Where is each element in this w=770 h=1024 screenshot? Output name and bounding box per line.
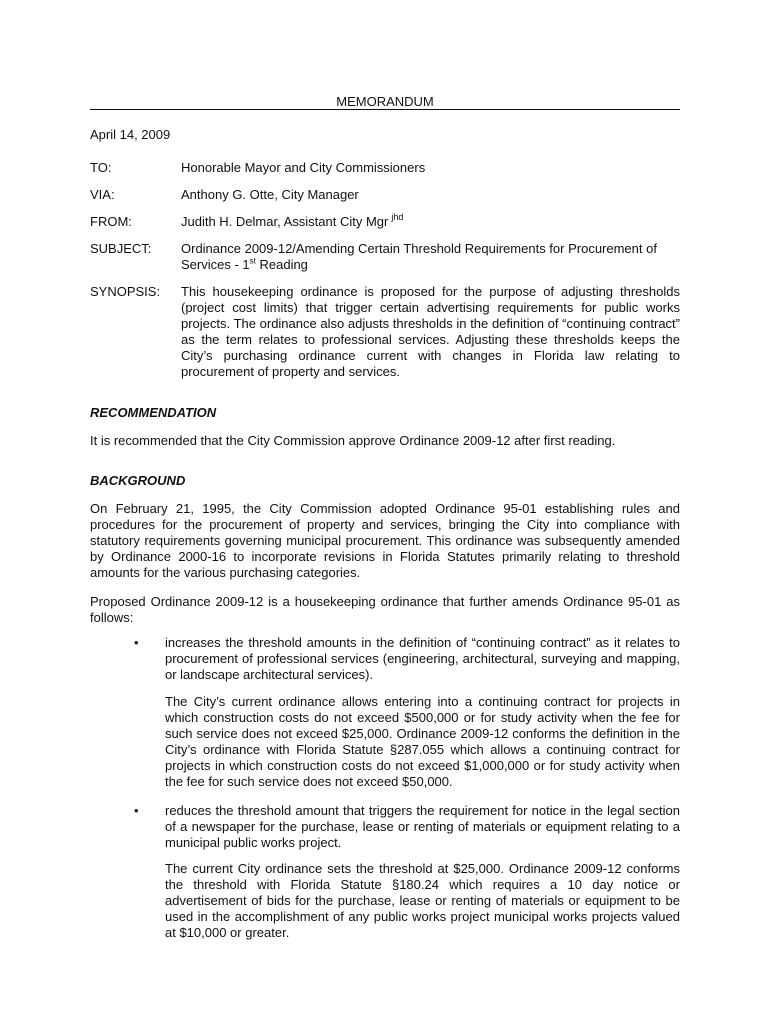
memo-title: MEMORANDUM — [336, 94, 434, 109]
synopsis-label: SYNOPSIS: — [90, 284, 161, 299]
from-value-wrap — [181, 214, 680, 231]
via-label: VIA: — [90, 187, 115, 202]
to-label: TO: — [90, 160, 112, 175]
synopsis-text: This housekeeping ordinance is proposed for the purpose of adjusting thresholds (project cost limits) that trigger certain advertising requirements for public works projects. The ordinance also adjusts thresholds in the definition of “continuing contract” as the term relates to professional services. Adjusting these thresholds keeps the City’s purchasing ordinance current with changes in Florida law relating to procurement of property and services. — [181, 284, 680, 379]
via-value: Anthony G. Otte, City Manager — [181, 187, 359, 202]
subject-label: SUBJECT: — [90, 241, 152, 256]
from-label: FROM: — [90, 214, 132, 229]
title-rule — [90, 109, 680, 110]
memo-date: April 14, 2009 — [90, 127, 171, 142]
background-para-2: Proposed Ordinance 2009-12 is a housekeeping ordinance that further amends Ordinance 95-01 as follows: — [90, 594, 680, 625]
background-para-1: On February 21, 1995, the City Commission adopted Ordinance 95-01 establishing rules and procedures for the procurement of property and services, bringing the City into compliance with statutory requirements governing municipal procurement. This ordinance was subsequently amended by Ordinance 2000-16 to incorporate revisions in Florida Statutes primarily relating to threshold amounts for the various purchasing categories. — [90, 501, 680, 580]
from-initials: jhd — [391, 212, 404, 222]
subject-line-2 — [181, 257, 680, 273]
bullet-2-detail: The current City ordinance sets the threshold at $25,000. Ordinance 2009-12 conforms the threshold with Florida Statute §180.24 which requires a 10 day notice or advertisement of bids for the purchase, lease or renting of materials or equipment to be used in the accomplishment of any public works project municipal works projects valued at $10,000 or greater. — [165, 861, 680, 940]
recommendation-text: It is recommended that the City Commission approve Ordinance 2009-12 after first reading. — [90, 433, 616, 448]
subject-line-2-pre: Services - 1 — [181, 257, 250, 272]
background-heading: BACKGROUND — [90, 473, 186, 488]
subject-line-2-sup: st — [249, 256, 256, 266]
subject-value — [181, 241, 680, 273]
to-value: Honorable Mayor and City Commissioners — [181, 160, 426, 175]
bullet-1-mark: • — [134, 635, 139, 650]
subject-line-2-post: Reading — [255, 257, 308, 272]
from-value: Judith H. Delmar, Assistant City Mgr — [181, 214, 389, 229]
recommendation-heading: RECOMMENDATION — [90, 405, 217, 420]
bullet-1-text: increases the threshold amounts in the definition of “continuing contract” as it relates to procurement of professional services (engineering, architectural, surveying and mapping, or landscape architectural services). — [165, 635, 680, 682]
subject-line-1: Ordinance 2009-12/Amending Certain Threshold Requirements for Procurement of — [181, 241, 657, 256]
bullet-2-text: reduces the threshold amount that triggers the requirement for notice in the legal section of a newspaper for the purchase, lease or renting of materials or equipment relating to a municipal public works project. — [165, 803, 680, 850]
bullet-1-detail: The City’s current ordinance allows entering into a continuing contract for projects in which construction costs do not exceed $500,000 or for study activity when the fee for such service does not exceed $25,000. Ordinance 2009-12 conforms the definition in the City’s ordinance with Florida Statute §287.055 which allows a continuing contract for projects in which construction costs do not exceed $1,000,000 or for study activity when the fee for such service does not exceed $50,000. — [165, 694, 680, 789]
bullet-2-mark: • — [134, 803, 139, 818]
